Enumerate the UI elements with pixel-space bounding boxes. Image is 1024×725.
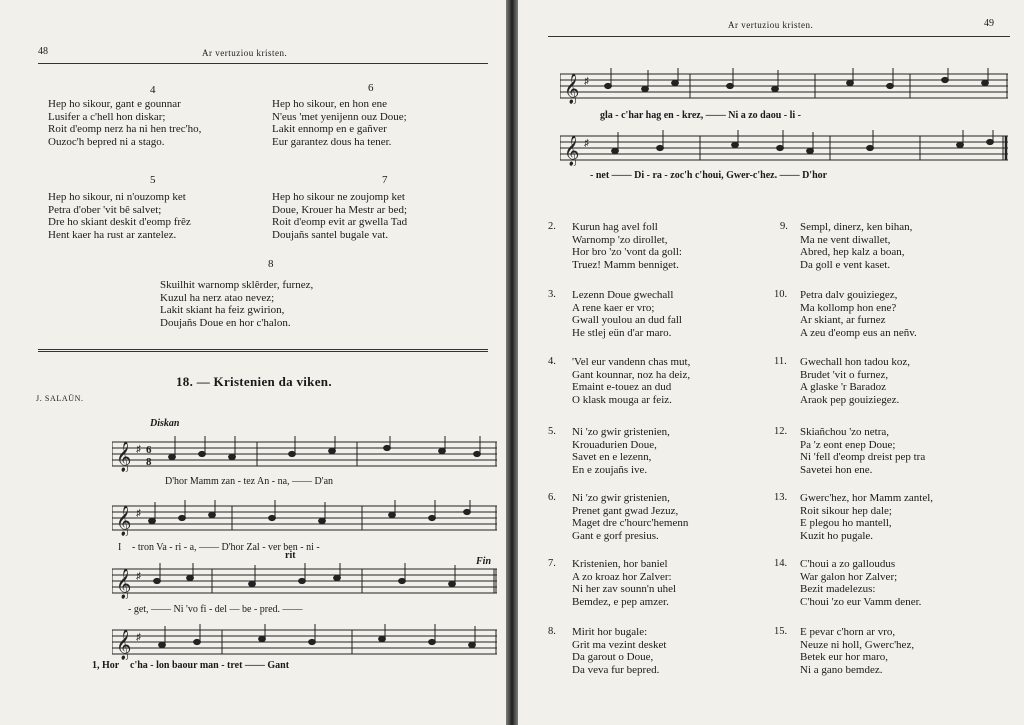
stanza-line: Da garout o Doue, — [572, 651, 654, 664]
music-lyric: 1, Hor — [92, 660, 120, 671]
fin-mark: Fin — [476, 556, 492, 567]
stanza-number: 11. — [774, 356, 787, 367]
stanza-line: Ni a gano bemdez. — [800, 664, 883, 677]
treble-clef-icon: 𝄞 — [564, 136, 580, 165]
stanza-line: Kurun hag avel foll — [572, 221, 658, 233]
tempo-marking: Diskan — [150, 418, 180, 429]
stanza — [800, 426, 925, 477]
stanza-number: 8. — [548, 626, 556, 637]
stanza — [800, 356, 910, 407]
svg-text:8: 8 — [146, 456, 152, 468]
page-number: 49 — [984, 18, 994, 29]
stanza-line: Doujañs santel bugale vat. — [272, 228, 389, 241]
stanza-line: Ar skiant, ar furnez — [800, 314, 886, 327]
stanza-line: Lusifer a c'hell hon diskar; — [48, 110, 166, 123]
music-staff — [112, 624, 497, 660]
stanza-line: Hep ho sikour ne zoujomp ket — [272, 191, 405, 203]
stanza-line: Doue, Krouer ha Mestr ar bed; — [272, 203, 408, 216]
stanza-number: 2. — [548, 221, 556, 232]
page-number: 48 — [38, 46, 48, 57]
stanza-line: Da veva fur bepred. — [572, 664, 660, 677]
stanza-line: Ni 'zo gwir gristenien, — [572, 426, 670, 438]
stanza-number: 9. — [780, 221, 788, 232]
music-staff — [112, 500, 497, 536]
composer: J. SALAÜN. — [36, 394, 84, 403]
stanza-line: Kristenien, hor baniel — [572, 558, 668, 570]
svg-text:6: 6 — [146, 444, 152, 456]
treble-clef-icon: 𝄞 — [116, 630, 132, 659]
stanza-line: War galon hor Zalver; — [800, 570, 898, 583]
stanza-line: Gant kounnar, noz ha deiz, — [572, 368, 691, 381]
stanza-line: Krouadurien Doue, — [572, 438, 657, 451]
stanza-line: A glaske 'r Baradoz — [800, 381, 886, 394]
music-lyric: D'hor Mamm zan - tez An - na, —— D'an — [165, 476, 334, 487]
stanza-number: 6. — [548, 492, 556, 503]
stanza-line: Gant e gorf presius. — [572, 530, 659, 543]
music-staff — [112, 563, 497, 599]
music-lyric: - get, —— Ni 'vo fi - del — be - pred. —— — [128, 604, 303, 615]
running-head: Ar vertuziou kristen. — [728, 20, 814, 30]
stanza-line: A zo kroaz hor Zalver: — [572, 570, 672, 583]
stanza-line: Lakit skiant ha feiz gwirion, — [160, 304, 285, 316]
stanza — [48, 191, 191, 241]
stanza-number: 8 — [268, 258, 274, 270]
music-lyric: - tron Va - ri - a, —— D'hor Zal - ver ben - ni - — [132, 542, 320, 553]
treble-clef-icon: 𝄞 — [116, 506, 132, 535]
stanza-line: Grit ma vezint desket — [572, 638, 667, 651]
right-page — [518, 0, 1024, 725]
stanza-line: Gwerc'hez, hor Mamm zantel, — [800, 492, 934, 504]
stanza-line: A rene kaer er vro; — [572, 301, 655, 314]
music-staff — [560, 130, 1008, 166]
stanza-line: Hor bro 'zo 'vont da goll: — [572, 246, 682, 259]
music-lyric: gla - c'har hag en - krez, —— Ni a zo daou - li - — [600, 110, 802, 121]
stanza — [160, 279, 313, 329]
stanza-line: Savetei hon ene. — [800, 464, 873, 477]
stanza-number: 7. — [548, 558, 556, 569]
stanza-line: Sempl, dinerz, ken bihan, — [800, 221, 913, 233]
stanza-line: Ni 'zo gwir gristenien, — [572, 492, 670, 504]
stanza — [572, 221, 682, 272]
stanza-number: 10. — [774, 289, 788, 300]
song-title: 18. — Kristenien da viken. — [176, 374, 332, 389]
stanza — [800, 626, 914, 677]
stanza-line: E pevar c'horn ar vro, — [800, 626, 896, 638]
svg-text:♯: ♯ — [136, 444, 141, 455]
stanza-line: A zeu d'eomp eus an neñv. — [800, 327, 917, 340]
stanza-line: 'Vel eur vandenn chas mut, — [572, 356, 691, 368]
stanza — [48, 98, 201, 148]
stanza-line: Gwechall hon tadou koz, — [800, 356, 910, 368]
stanza-line: Lakit ennomp en e gañver — [272, 123, 387, 135]
stanza — [572, 356, 690, 407]
stanza-line: He stlej eün d'ar maro. — [572, 327, 672, 340]
stanza-number: 7 — [382, 174, 388, 186]
running-head: Ar vertuziou kristen. — [202, 48, 288, 58]
svg-text:♯: ♯ — [136, 632, 141, 643]
stanza-line: Savet en e lezenn, — [572, 451, 652, 464]
stanza — [800, 221, 912, 272]
stanza — [800, 492, 933, 543]
stanza-line: Hep ho sikour, ni n'ouzomp ket — [48, 191, 186, 203]
stanza-line: Ouzoc'h bepred ni a stago. — [48, 135, 165, 148]
stanza — [800, 289, 917, 340]
stanza-line: C'houi 'zo eur Vamm dener. — [800, 596, 922, 609]
stanza-line: Kuzit ho pugale. — [800, 530, 874, 543]
stanza-line: Hep ho sikour, en hon ene — [272, 98, 388, 110]
stanza-line: Ma kollomp hon ene? — [800, 301, 897, 314]
svg-text:♯: ♯ — [584, 138, 589, 149]
stanza-line: Petra d'ober 'vit bê salvet; — [48, 203, 162, 216]
ritardando-mark: rit — [285, 550, 296, 561]
stanza-line: Lezenn Doue gwechall — [572, 289, 674, 301]
stanza-line: Araok pep gouiziegez. — [800, 394, 900, 407]
music-lyric: c'ha - lon baour man - tret —— Gant — [130, 660, 290, 671]
stanza-number: 6 — [368, 82, 374, 94]
stanza-line: Ma ne vent diwallet, — [800, 233, 891, 246]
stanza-line: Mirit hor bugale: — [572, 626, 648, 638]
stanza-line: Hep ho sikour, gant e gounnar — [48, 98, 181, 110]
svg-text:♯: ♯ — [136, 508, 141, 519]
svg-text:♯: ♯ — [136, 571, 141, 582]
stanza-line: O klask mouga ar feiz. — [572, 394, 672, 407]
stanza-line: Roit d'eomp nerz ha ni hen trec'ho, — [48, 123, 202, 135]
stanza-line: Abred, hep kalz a boan, — [800, 246, 905, 259]
stanza-line: Ni her zav sounn'n uhel — [572, 583, 677, 596]
stanza-line: Roit d'eomp evit ar gwella Tad — [272, 216, 408, 228]
stanza — [572, 426, 670, 477]
header-rule — [38, 63, 488, 64]
music-staff — [560, 68, 1008, 104]
stanza-line: Prenet gant gwad Jezuz, — [572, 504, 679, 517]
stanza-line: Emaint e-touez an dud — [572, 381, 672, 394]
stanza-line: Betek eur hor maro, — [800, 651, 888, 664]
stanza-line: Bemdez, e pep amzer. — [572, 596, 669, 609]
stanza-line: Eur garantez dous ha tener. — [272, 135, 392, 148]
stanza-number: 4. — [548, 356, 556, 367]
left-page — [0, 0, 506, 725]
stanza-line: Truez! Mamm benniget. — [572, 259, 679, 272]
stanza-line: E plegou ho mantell, — [800, 517, 892, 530]
stanza — [272, 98, 407, 148]
stanza-line: C'houi a zo galloudus — [800, 558, 896, 570]
music-lyric: - net —— Di - ra - zoc'h c'houi, Gwer-c'hez. —— D'hor — [590, 170, 828, 181]
stanza-line: Da goll e vent kaset. — [800, 259, 891, 272]
stanza-line: Roit sikour hep dale; — [800, 504, 892, 517]
stanza-line: Skiañchou 'zo netra, — [800, 426, 890, 438]
stanza-number: 3. — [548, 289, 556, 300]
stanza-number: 12. — [774, 426, 788, 437]
treble-clef-icon: 𝄞 — [564, 74, 580, 103]
stanza-line: Ni 'fell d'eomp dreist pep tra — [800, 451, 926, 464]
stanza-line: Warnomp 'zo dirollet, — [572, 233, 668, 246]
stanza — [572, 289, 682, 340]
section-rule — [38, 349, 488, 352]
stanza — [572, 558, 676, 609]
stanza-number: 15. — [774, 626, 788, 637]
stanza-line: Gwall youlou an dud fall — [572, 314, 682, 327]
stanza-line: N'eus 'met yenijenn ouz Doue; — [272, 110, 407, 123]
stanza-number: 5. — [548, 426, 556, 437]
stanza-line: Skuilhit warnomp sklêrder, furnez, — [160, 279, 314, 291]
stanza-line: Petra dalv gouiziegez, — [800, 289, 898, 301]
stanza-line: Brudet 'vit o furnez, — [800, 368, 889, 381]
stanza-line: Neuze ni holl, Gwerc'hez, — [800, 638, 915, 651]
stanza — [572, 492, 688, 543]
stanza-number: 4 — [150, 84, 156, 96]
stanza-number: 14. — [774, 558, 788, 569]
header-rule — [548, 36, 1010, 37]
treble-clef-icon: 𝄞 — [116, 442, 132, 471]
svg-text:♯: ♯ — [584, 76, 589, 87]
music-staff — [112, 436, 497, 472]
stanza-line: Hent kaer ha rust ar zantelez. — [48, 228, 177, 241]
music-lyric: I — [118, 542, 122, 553]
stanza-line: Doujañs Doue en hor c'halon. — [160, 316, 291, 329]
stanza — [272, 191, 407, 241]
stanza — [572, 626, 666, 677]
stanza-line: Dre ho skiant deskit d'eomp frêz — [48, 216, 191, 228]
stanza-line: Bezit madelezus: — [800, 583, 876, 596]
treble-clef-icon: 𝄞 — [116, 569, 132, 598]
stanza-line: Maget dre c'hourc'hemenn — [572, 517, 689, 530]
stanza — [800, 558, 921, 609]
stanza-number: 5 — [150, 174, 156, 186]
stanza-number: 13. — [774, 492, 788, 503]
stanza-line: Kuzul ha nerz atao nevez; — [160, 291, 275, 304]
stanza-line: En e zoujañs ive. — [572, 464, 648, 477]
stanza-line: Pa 'z eont enep Doue; — [800, 438, 896, 451]
